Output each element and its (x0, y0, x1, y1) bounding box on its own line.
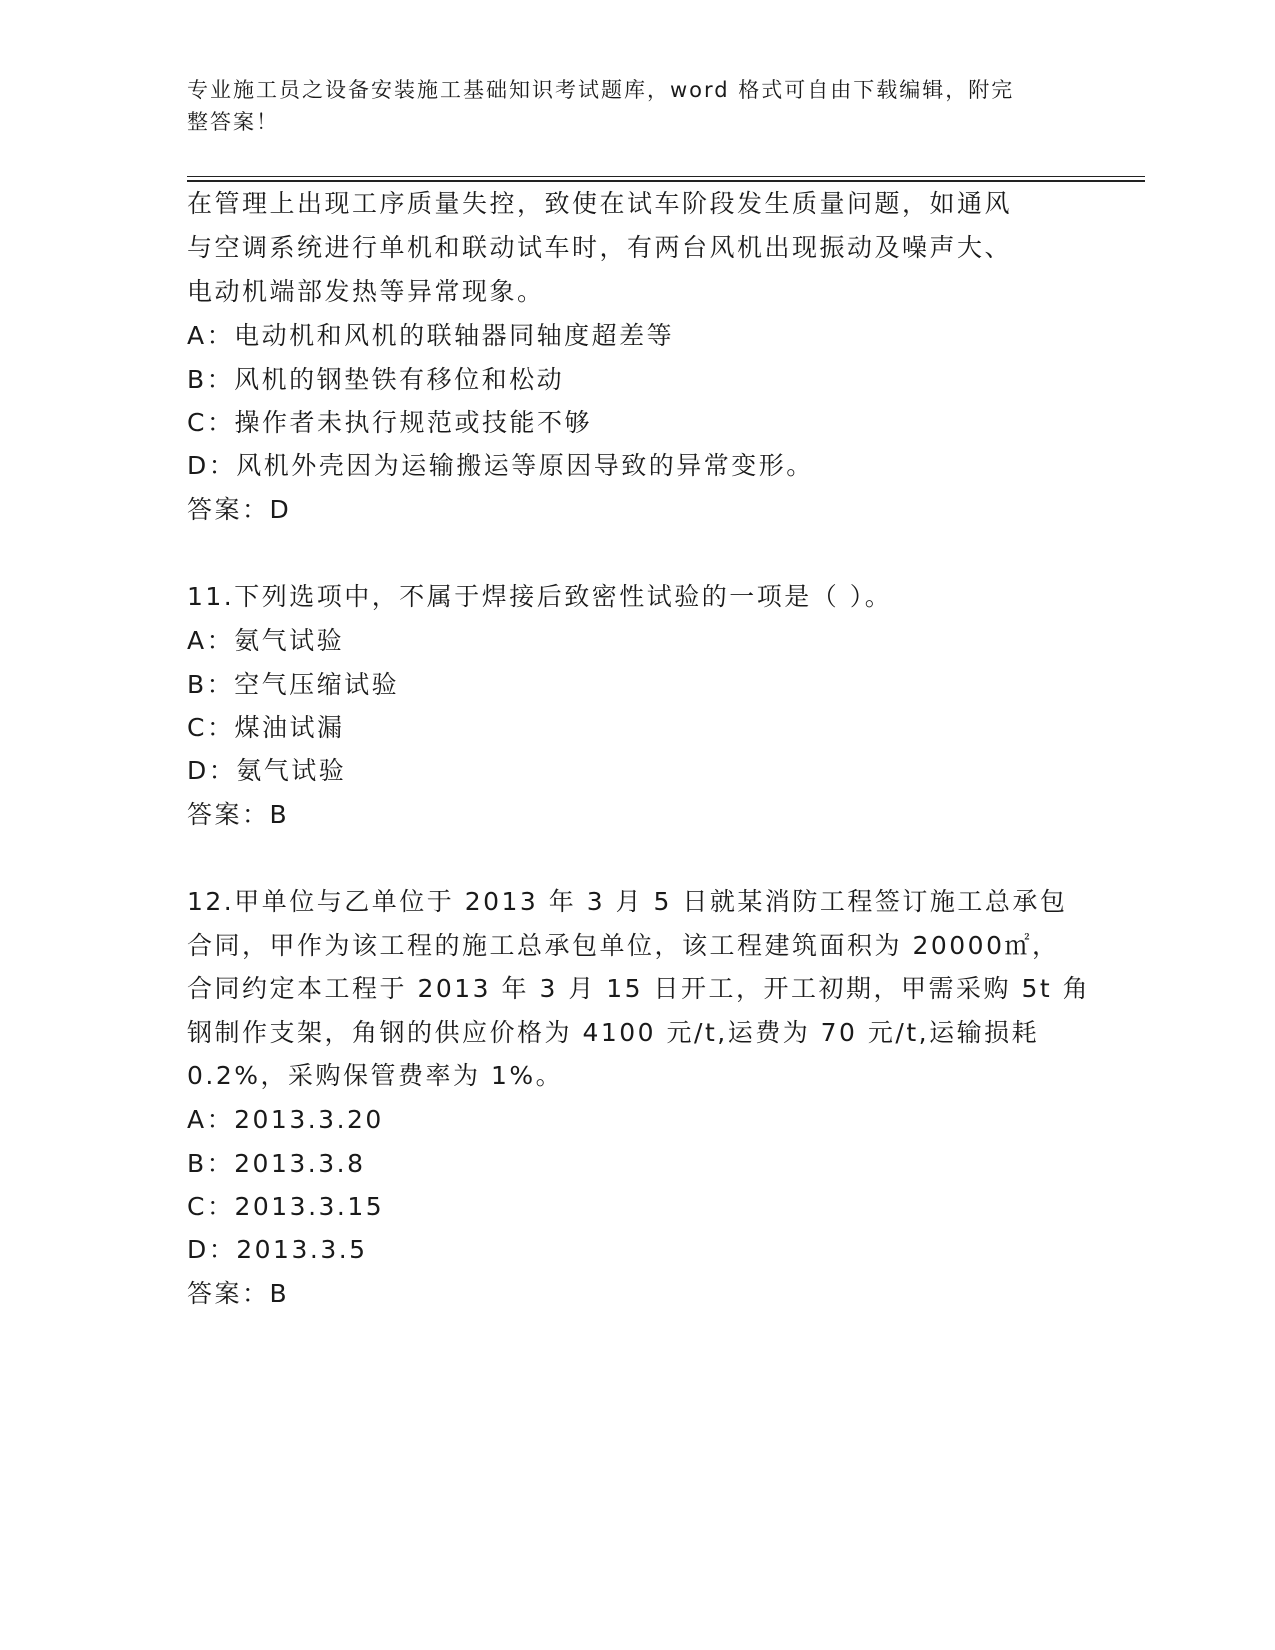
answer-label: 答案：B (187, 1279, 290, 1308)
option-b: B：2013.3.8 (187, 1149, 366, 1178)
option-a: A：电动机和风机的联轴器同轴度超差等 (187, 321, 675, 350)
option-c: C：2013.3.15 (187, 1192, 385, 1221)
question-stem-line: 电动机端部发热等异常现象。 (187, 277, 545, 306)
question-stem-line: 合同，甲作为该工程的施工总承包单位，该工程建筑面积为 20000㎡， (187, 931, 1060, 960)
option-d: D：氨气试验 (187, 756, 347, 785)
answer-label: 答案：D (187, 495, 292, 524)
header-divider-thick (187, 180, 1145, 182)
option-d: D：风机外壳因为运输搬运等原因导致的异常变形。 (187, 451, 814, 480)
document-header (187, 74, 1067, 138)
option-b: B：空气压缩试验 (187, 670, 400, 699)
option-c: C：操作者未执行规范或技能不够 (187, 408, 592, 437)
question-stem-line: 11.下列选项中，不属于焊接后致密性试验的一项是（ ）。 (187, 582, 893, 611)
header-line-1: 专业施工员之设备安装施工基础知识考试题库，word 格式可自由下载编辑，附完 (187, 78, 1015, 102)
question-stem-line: 0.2%，采购保管费率为 1%。 (187, 1061, 564, 1090)
question-stem-line: 12.甲单位与乙单位于 2013 年 3 月 5 日就某消防工程签订施工总承包 (187, 887, 1068, 916)
option-b: B：风机的钢垫铁有移位和松动 (187, 365, 565, 394)
question-stem-line: 在管理上出现工序质量失控，致使在试车阶段发生质量问题，如通风 (187, 189, 1013, 218)
option-a: A：2013.3.20 (187, 1105, 384, 1134)
option-c: C：煤油试漏 (187, 713, 345, 742)
option-a: A：氨气试验 (187, 626, 345, 655)
question-stem-line: 合同约定本工程于 2013 年 3 月 15 日开工，开工初期，甲需采购 5t 角 (187, 974, 1091, 1003)
question-stem-line: 与空调系统进行单机和联动试车时，有两台风机出现振动及噪声大、 (187, 233, 1013, 262)
answer-label: 答案：B (187, 800, 290, 829)
question-stem-line: 钢制作支架，角钢的供应价格为 4100 元/t,运费为 70 元/t,运输损耗 (187, 1018, 1040, 1047)
header-divider-thin (187, 176, 1145, 177)
option-d: D：2013.3.5 (187, 1235, 368, 1264)
header-line-2: 整答案！ (187, 110, 279, 134)
